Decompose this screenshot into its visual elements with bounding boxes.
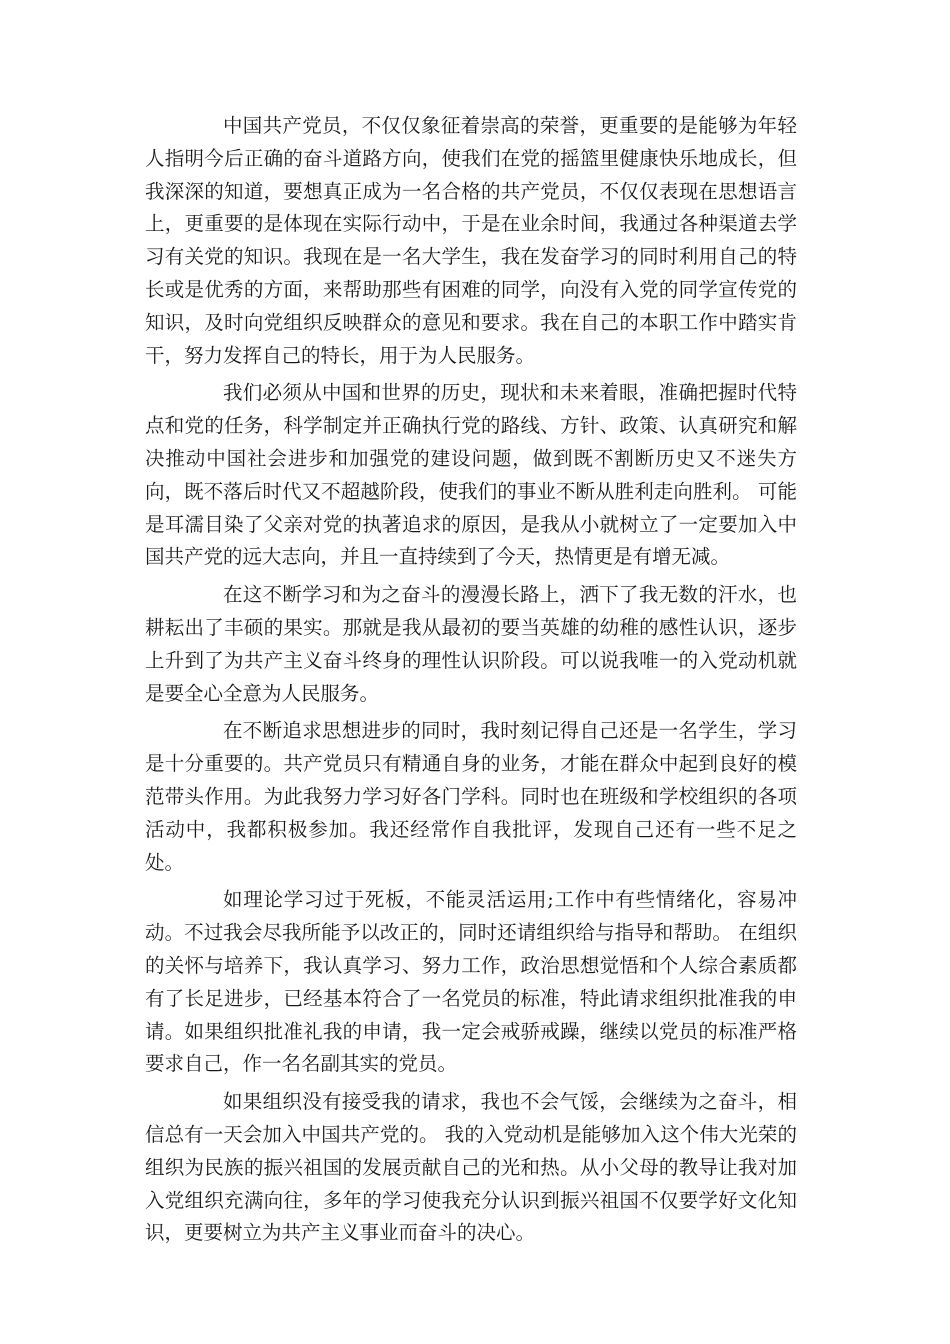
paragraph-1: 中国共产党员，不仅仅象征着崇高的荣誉，更重要的是能够为年轻人指明今后正确的奋斗道路方向，使我们在党的摇篮里健康快乐地成长，但我深深的知道，要想真正成为一名合格的共产党员，不仅仅表现在思想语言上，更重要的是体现在实际行动中，于是在业余时间，我通过各种渠道去学习有关党的知识。我现在是一名大学生，我在发奋学习的同时利用自己的特长或是优秀的方面，来帮助那些有困难的同学，向没有入党的同学宣传党的知识，及时向党组织反映群众的意见和要求。我在自己的本职工作中踏实肯干，努力发挥自己的特长，用于为人民服务。 [145,114,797,367]
paragraph-4: 在不断追求思想进步的同时，我时刻记得自己还是一名学生，学习是十分重要的。共产党员只有精通自身的业务，才能在群众中起到良好的模范带头作用。为此我努力学习好各门学科。同时也在班级和学校组织的各项活动中，我都积极参加。我还经常作自我批评，发现自己还有一些不足之处。 [145,719,797,874]
document-body [145,110,797,1255]
paragraph-6: 如果组织没有接受我的请求，我也不会气馁，会继续为之奋斗，相信总有一天会加入中国共产党的。 我的入党动机是能够加入这个伟大光荣的组织为民族的振兴祖国的发展贡献自己的光和热。从小父母的教导让我对加入党组织充满向往，多年的学习使我充分认识到振兴祖国不仅要学好文化知识，更要树立为共产主义事业而奋斗的决心。 [145,1090,797,1245]
paragraph-2: 我们必须从中国和世界的历史，现状和未来着眼，准确把握时代特点和党的任务，科学制定并正确执行党的路线、方针、政策、认真研究和解决推动中国社会进步和加强党的建设问题，做到既不割断历史又不迷失方向，既不落后时代又不超越阶段，使我们的事业不断从胜利走向胜利。 可能是耳濡目染了父亲对党的执著追求的原因，是我从小就树立了一定要加入中国共产党的远大志向，并且一直持续到了今天，热情更是有增无减。 [145,381,797,569]
paragraph-3: 在这不断学习和为之奋斗的漫漫长路上，洒下了我无数的汗水，也耕耘出了丰硕的果实。那就是我从最初的要当英雄的幼稚的感性认识，逐步上升到了为共产主义奋斗终身的理性认识阶段。可以说我唯一的入党动机就是要全心全意为人民服务。 [145,583,797,705]
paragraph-5: 如理论学习过于死板，不能灵活运用;工作中有些情绪化，容易冲动。不过我会尽我所能予以改正的，同时还请组织给与指导和帮助。 在组织的关怀与培养下，我认真学习、努力工作，政治思想觉悟和个人综合素质都有了长足进步，已经基本符合了一名党员的标准，特此请求组织批准我的申请。如果组织批准礼我的申请，我一定会戒骄戒躁，继续以党员的标准严格要求自己，作一名名副其实的党员。 [145,888,797,1076]
